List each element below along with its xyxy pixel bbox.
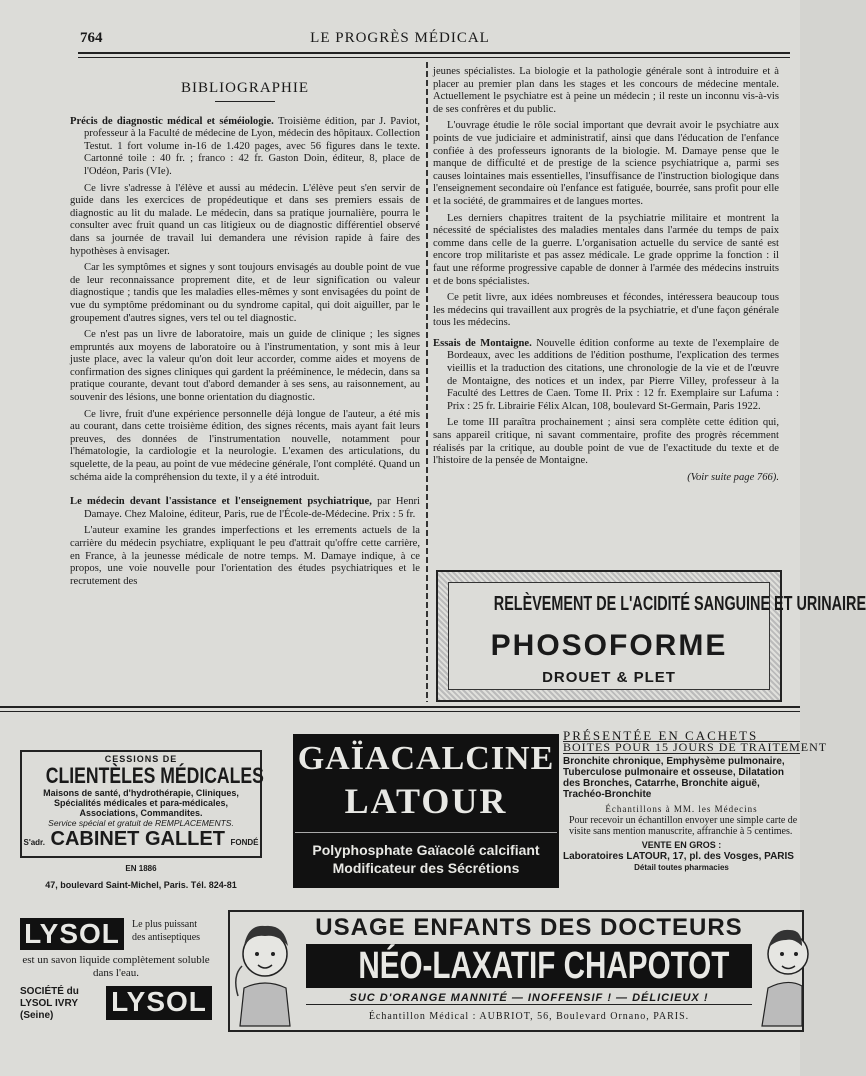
ad-gaia-maker: LATOUR bbox=[344, 781, 508, 821]
continued-note: (Voir suite page 766). bbox=[687, 471, 779, 483]
ad-phosoforme-panel bbox=[448, 582, 866, 690]
bibliography-entry bbox=[70, 496, 420, 521]
lysol-logo: LYSOL bbox=[20, 918, 124, 950]
ad-lysol bbox=[20, 916, 212, 1022]
ad-cachet-wholesale: VENTE EN GROS : bbox=[641, 840, 722, 850]
ad-phosoforme bbox=[436, 570, 866, 702]
ad-neo-brand-text: NÉO-LAXATIF CHAPOTOT bbox=[358, 945, 730, 987]
ad-neo-usage: USAGE ENFANTS DES DOCTEURS bbox=[315, 914, 743, 941]
ad-cachet-lab: Laboratoires LATOUR, 17, pl. des Vosges, PARIS bbox=[563, 851, 794, 862]
ad-gallet-prefix: S'adr. bbox=[23, 838, 45, 847]
ad-lysol-claim: Le plus puissant des antiseptiques bbox=[132, 919, 201, 943]
entry-reference: par Henri Damaye. Chez Maloine, éditeur, Paris, rue de l'École-de-Médecine. Prix : 5 fr. bbox=[84, 496, 420, 520]
ad-gallet-headline: CLIENTÈLES MÉDICALES bbox=[45, 763, 264, 788]
paragraph: Ce livre, fruit d'une expérience personnelle déjà longue de l'auteur, a été mis au courant, dans cette troisième édition, des signes récents, mais ayant fait leurs preuves, des données de l'instrumentation nouvelle, notamment pour l'hématologie, la cardiologie et la neurologie. L'examen des articulations, du squelette, de la peau, au point de vue médecine générale, l'ont complété. Quand un schéma aide la compréhension du texte, il y a été introduit. bbox=[70, 408, 420, 483]
ad-neo-tagline: SUC D'ORANGE MANNITÉ — INOFFENSIF ! — DÉLICIEUX ! bbox=[306, 992, 752, 1005]
ad-lysol-company: SOCIÉTÉ du LYSOL IVRY (Seine) bbox=[20, 986, 79, 1021]
left-column bbox=[70, 62, 420, 592]
ad-gallet-note: Service spécial et gratuit de REMPLACEMENTS. bbox=[48, 818, 234, 828]
ad-gallet-address: 47, boulevard Saint-Michel, Paris. Tél. 824-81 bbox=[45, 880, 237, 890]
ad-gallet-brand: CABINET GALLET bbox=[50, 828, 225, 850]
entry-title: Le médecin devant l'assistance et l'enseignement psychiatrique, bbox=[70, 496, 372, 508]
ad-gallet-services: Maisons de santé, d'hydrothérapie, Cliniques, Spécialités médicales et para-médicales, Associations, Commandites. bbox=[43, 788, 239, 818]
entry-title: Essais de Montaigne. bbox=[433, 337, 532, 349]
paragraph: Le tome III paraîtra prochainement ; ainsi sera complète cette édition qui, sans appareil critique, ni savant commentaire, profite des progrès récemment réalisés par la critique, au double point de vue de l'exactitude du texte et de l'histoire de la pensée de Montaigne. bbox=[433, 417, 779, 467]
ad-phosoforme-maker: DROUET & PLET bbox=[542, 669, 676, 686]
ad-neo-brand bbox=[306, 944, 752, 988]
ad-gallet-founded: FONDÉ EN 1886 bbox=[125, 838, 259, 873]
ad-phosoforme-tagline: RELÈVEMENT DE L'ACIDITÉ SANGUINE ET URINAIRE bbox=[493, 593, 866, 615]
paragraph: Ce livre s'adresse à l'élève et aussi au médecin. L'élève peut s'en servir de guide dans les exercices de propédeutique et dans ses premiers essais de diagnostic au lit du malade. Le médecin, dans sa pratique journalière, pourra le consulter avec fruit quand un cas litigieux ou de diagnostic différentiel observé dans sa journée de travail lui demandera une révision rapide à faire des hypothèses à envisager. bbox=[70, 182, 420, 257]
lysol-logo: LYSOL bbox=[106, 986, 212, 1020]
paragraph: Ce petit livre, aux idées nombreuses et fécondes, intéressera beaucoup tous les médecins qui travaillent aux progrès de la psychiatrie, et d'une façon générale tous les médecins. bbox=[433, 292, 779, 329]
paragraph: L'auteur examine les grandes imperfections et les errements actuels de la carrière du médecin psychiatre, expliquant le peu d'attrait qu'offre cette carrière, en France, à la jeunesse médicale de notre temps. M. Damaye indique, à ce propos, une voie nouvelle pour l'orientation des études psychiatriques et le recrutement des bbox=[70, 525, 420, 587]
ad-cachet-indications: Bronchite chronique, Emphysème pulmonaire, Tuberculose pulmonaire et osseuse, Dilatation des Bronches, Catarrhe, Bronchite aiguë, Trachéo-Bronchite bbox=[563, 756, 785, 800]
ad-neo-sample: Échantillon Médical : AUBRIOT, 56, Boulevard Ornano, PARIS. bbox=[368, 1011, 690, 1022]
paragraph: Ce n'est pas un livre de laboratoire, mais un guide de clinique ; les signes empruntés aux moyens de laboratoire ou à l'instrumentation, y sont mis à leur juste place, avec la valeur qu'on doit leur accorder, comme aides et moyens de confirmation des signes cliniques qui gardent la prééminence, le médecin, dans sa pratique courante, devant tout d'abord demander à ses sens, au raisonnement, au souvenir des lésions, une bonne orientation du diagnostic. bbox=[70, 329, 420, 404]
section-rule bbox=[215, 101, 275, 102]
child-illustration-icon bbox=[758, 916, 802, 1026]
paragraph: jeunes spécialistes. La biologie et la pathologie générale sont à introduire et à placer au premier plan dans les stages et les concours de médecine mentale. Actuellement le psychiatre est à peine un médecin ; il reste un inconnu vis-à-vis de ses confrères et du public. bbox=[433, 66, 779, 115]
ad-cachet-boxes: BOITES POUR 15 JOURS DE TRAITEMENT bbox=[563, 740, 828, 754]
header-rule bbox=[78, 52, 790, 58]
column-divider bbox=[426, 62, 428, 702]
ad-cachet-instructions: Pour recevoir un échantillon envoyer une simple carte de visite sans mention manuscrite, affranchie à 5 centimes. bbox=[569, 815, 798, 837]
ad-cachet-presented: PRÉSENTÉE EN CACHETS bbox=[563, 730, 800, 742]
ad-gaia-divider bbox=[295, 832, 557, 833]
ad-gaia-brand: GAÏACALCINE bbox=[297, 740, 555, 777]
entry-title: Précis de diagnostic médical et séméiologie. bbox=[70, 115, 274, 127]
journal-title: LE PROGRÈS MÉDICAL bbox=[310, 30, 490, 46]
ad-cachet-retail: Détail toutes pharmacies bbox=[634, 863, 729, 872]
ad-gaia-desc2: Modificateur des Sécrétions bbox=[332, 860, 520, 876]
entry-reference: Nouvelle édition conforme au texte de l'exemplaire de Bordeaux, avec les additions de l'édition posthume, l'explication des termes vieillis et la traduction des citations, une chronologie de la vie et de l'œuvre de Montaigne, des notices et un index, par Pierre Villey, professeur à la Faculté des Lettres de Caen. Tome II. Prix : 12 fr. Exemplaire sur Lafuma : Prix : 25 fr. Librairie Félix Alcan, 108, boulevard St-Germain, Paris 1922. bbox=[447, 337, 779, 412]
entry-reference: Troisième édition, par J. Paviot, professeur à la Faculté de médecine de Lyon, médecin des hôpitaux. Collection Testut. 1 fort volume in-16 de 1.420 pages, avec 56 figures dans le texte. Cartonné toile : 40 fr. ; franco : 42 fr. Gaston Doin, éditeur, 8, place de l'Odéon, Paris (VIe). bbox=[84, 115, 420, 177]
paragraph: Car les symptômes et signes y sont toujours envisagés au double point de vue de leur reconnaissance proprement dite, et de leur signification ou valeur diagnostique ; tandis que les maladies elles-mêmes y sont envisagées du point de vue du symptôme prédominant ou du syndrome capital, qui doit aiguiller, par le groupement d'autres signes, vers tel ou tel diagnostic. bbox=[70, 262, 420, 324]
ad-latour-cachets bbox=[563, 728, 828, 890]
ad-cachet-samples: Échantillons à MM. les Médecins bbox=[605, 804, 758, 814]
bibliography-entry bbox=[433, 338, 779, 414]
ads-separator bbox=[0, 706, 800, 712]
ad-cabinet-gallet bbox=[20, 750, 264, 890]
child-illustration-icon bbox=[234, 916, 296, 1026]
ad-gallet-kicker: CESSIONS DE bbox=[104, 754, 178, 764]
paragraph: L'ouvrage étudie le rôle social important que devrait avoir le psychiatre aux points de vue judiciaire et administratif, ainsi que dans l'éducation de l'enfance confiée à des professeurs ignorants de la biologie. M. Damaye pense que le manque de difficulté et de prestige de la science psychiatrique a, parmi ses causes lointaines mais essentielles, l'insuffisance de l'instruction biologique dans l'enseignement secondaire où l'enfance est fatiguée, bourrée, sans profit pour elle et la société, de grammaires et de langues mortes. bbox=[433, 120, 779, 207]
ad-gallet-name bbox=[22, 828, 260, 880]
bibliography-entry bbox=[70, 116, 420, 179]
paragraph: Les derniers chapitres traitent de la psychiatrie militaire et montrent la nécessité de spécialistes des maladies mentales dans l'armée du temps de paix comme dans celle de la guerre. L'organisation actuelle du service de santé est encore trop militariste et pas assez médicale. Le grade opprime la fonction : il faut une réforme progressive capable de donner à l'armée des médecins instruits et de bons spécialistes. bbox=[433, 212, 779, 287]
ad-phosoforme-brand: PHOSOFORME bbox=[490, 629, 728, 662]
ad-lysol-desc: est un savon liquide complètement soluble dans l'eau. bbox=[22, 954, 210, 979]
ad-neo-laxatif bbox=[228, 910, 804, 1032]
page-number: 764 bbox=[80, 30, 103, 46]
ad-gaiacalcine bbox=[293, 734, 559, 888]
right-column bbox=[433, 66, 779, 488]
section-title: BIBLIOGRAPHIE bbox=[181, 80, 309, 96]
ad-gaia-desc1: Polyphosphate Gaïacolé calcifiant bbox=[312, 842, 540, 858]
